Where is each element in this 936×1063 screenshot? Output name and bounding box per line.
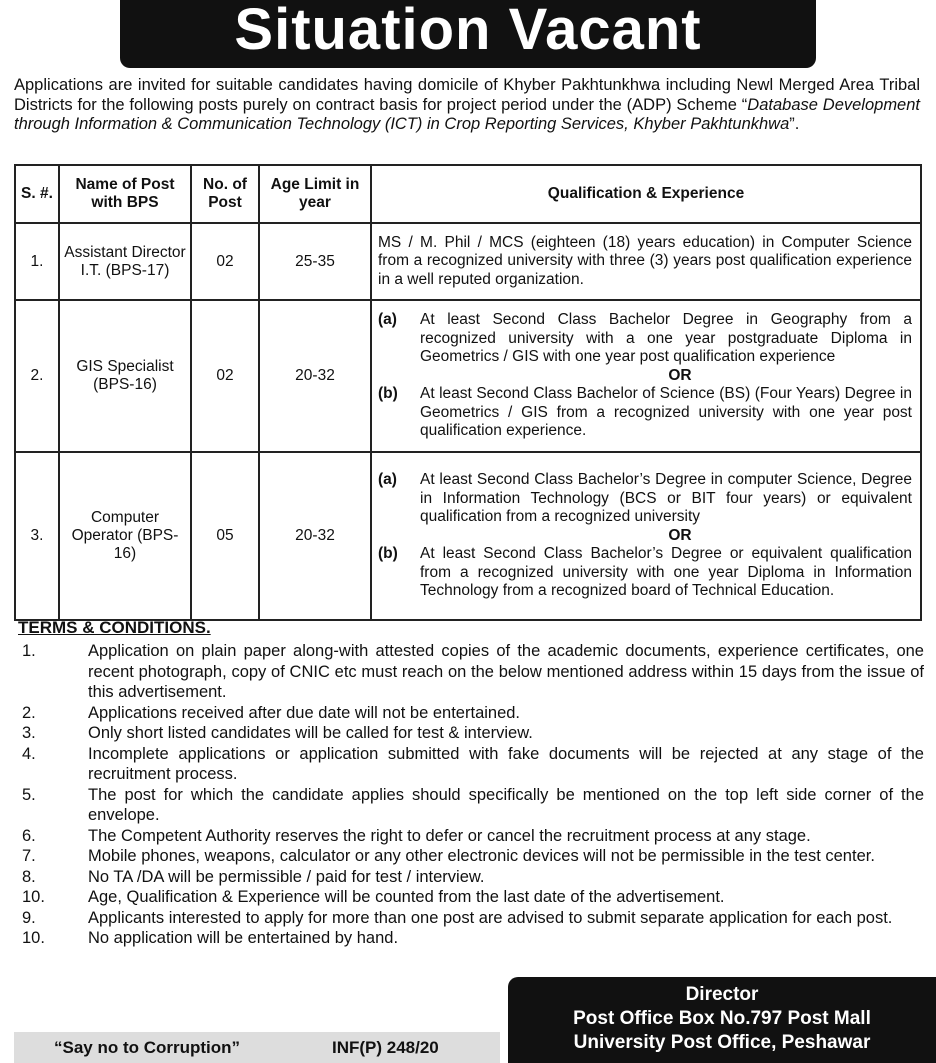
list-item: [14, 887, 924, 908]
term-number: 10.: [22, 929, 45, 947]
list-item: [14, 723, 924, 744]
term-number: 10.: [22, 888, 45, 906]
term-number: 6.: [22, 826, 36, 845]
term-text: Applications received after due date will not be entertained.: [88, 703, 521, 722]
table-header-row: [15, 165, 921, 223]
term-number: 2.: [22, 703, 36, 722]
header-qualification: Qualification & Experience: [371, 165, 921, 223]
or-separator: OR: [668, 526, 692, 544]
scheme-name: Database Development through Information & Communication Technology (ICT) in Crop Reporting Services, Khyber Pakhtunkhwa: [14, 95, 920, 133]
term-number: 3.: [22, 724, 36, 742]
row-post: GIS Specialist (BPS-16): [59, 300, 191, 452]
list-item: [14, 744, 924, 785]
ad-reference: INF(P) 248/20: [332, 1038, 439, 1057]
address-line-2: Post Office Box No.797 Post Mall: [573, 1008, 871, 1029]
row-sno: 2.: [15, 300, 59, 452]
row-count: 02: [191, 223, 259, 300]
term-text: Incomplete applications or application submitted with fake documents will be rejected at any stage of the recruitment process.: [88, 744, 924, 783]
intro-text: Applications are invited for suitable candidates having domicile of Khyber Pakhtunkhwa including Newl Merged Area Tribal Districts for the following posts purely on contract basis for project period under the (ADP) Scheme “: [14, 76, 920, 114]
header-sno: S. #.: [15, 165, 59, 223]
row-qualification: MS / M. Phil / MCS (eighteen (18) years education) in Computer Science from a recognized university with three (3) years post qualification experience in a well reputed organization.: [371, 223, 921, 300]
title-banner: [120, 0, 816, 68]
term-text: Application on plain paper along-with attested copies of the academic documents, experience certificates, one recent photograph, copy of CNIC etc must reach on the below mentioned address within 15 days from the issue of this advertisement.: [88, 642, 924, 701]
row-count: 05: [191, 452, 259, 620]
term-text: The Competent Authority reserves the right to defer or cancel the recruitment process at any stage.: [88, 826, 811, 845]
option-label: (b): [378, 545, 398, 563]
list-item: [14, 785, 924, 826]
list-item: [14, 867, 924, 888]
footer-bar: [14, 1032, 500, 1063]
row-age: 20-32: [259, 300, 371, 452]
terms-list: [14, 641, 924, 949]
term-number: 1.: [22, 642, 36, 660]
option-b: [378, 545, 912, 601]
row-sno: 1.: [15, 223, 59, 300]
term-text: Age, Qualification & Experience will be counted from the last date of the advertisement.: [88, 888, 725, 906]
term-number: 5.: [22, 785, 36, 804]
intro-closing: ”.: [789, 115, 800, 133]
page-title: Situation Vacant: [234, 0, 702, 62]
row-qualification: [371, 452, 921, 620]
option-b: [378, 385, 912, 441]
row-age: 20-32: [259, 452, 371, 620]
row-sno: 3.: [15, 452, 59, 620]
option-text: At least Second Class Bachelor’s Degree in computer Science, Degree in Information Technology (BCS or BIT four years) or equivalent qualification from a recognized university: [420, 471, 912, 526]
term-text: The post for which the candidate applies should specifically be mentioned on the top left side corner of the envelope.: [88, 785, 924, 824]
list-item: [14, 703, 924, 724]
table-row: [15, 452, 921, 620]
term-text: Only short listed candidates will be called for test & interview.: [88, 724, 533, 742]
term-text: No application will be entertained by hand.: [88, 929, 399, 947]
term-number: 8.: [22, 867, 36, 886]
option-label: (a): [378, 311, 397, 329]
posts-table: [14, 164, 922, 621]
term-number: 4.: [22, 744, 36, 763]
header-post-name: Name of Post with BPS: [59, 165, 191, 223]
option-text: At least Second Class Bachelor of Science (BS) (Four Years) Degree in Geometrics / GIS from a recognized university with one year post qualification experience.: [420, 385, 912, 440]
option-label: (a): [378, 471, 397, 489]
address-line-3: University Post Office, Peshawar: [573, 1032, 871, 1053]
option-text: At least Second Class Bachelor Degree in Geography from a recognized university with a one year postgraduate Diploma in Geometrics / GIS with one year post qualification experience: [420, 311, 912, 366]
terms-heading: TERMS & CONDITIONS.: [18, 618, 211, 637]
list-item: [14, 826, 924, 847]
term-number: 9.: [22, 908, 36, 927]
list-item: [14, 846, 924, 867]
list-item: [14, 928, 924, 949]
option-text: At least Second Class Bachelor’s Degree or equivalent qualification from a recognized university with one year Diploma in Information Technology from a recognized board of Technical Education.: [420, 545, 912, 600]
term-text: No TA /DA will be permissible / paid for test / interview.: [88, 867, 485, 886]
row-age: 25-35: [259, 223, 371, 300]
address-box: [508, 977, 936, 1063]
row-qualification: [371, 300, 921, 452]
row-count: 02: [191, 300, 259, 452]
table-row: [15, 300, 921, 452]
term-text: Applicants interested to apply for more than one post are advised to submit separate application for each post.: [88, 908, 893, 927]
address-line-1: Director: [685, 984, 759, 1005]
term-number: 7.: [22, 847, 36, 865]
header-post-count: No. of Post: [191, 165, 259, 223]
list-item: [14, 908, 924, 929]
table-row: [15, 223, 921, 300]
row-post: Computer Operator (BPS-16): [59, 452, 191, 620]
intro-paragraph: [14, 76, 920, 135]
slogan: “Say no to Corruption”: [54, 1038, 241, 1057]
option-a: [378, 311, 912, 367]
row-post: Assistant Director I.T. (BPS-17): [59, 223, 191, 300]
option-a: [378, 471, 912, 527]
term-text: Mobile phones, weapons, calculator or any other electronic devices will not be permissible in the test center.: [88, 847, 875, 865]
or-separator: OR: [668, 366, 692, 384]
option-label: (b): [378, 385, 398, 403]
header-age-limit: Age Limit in year: [259, 165, 371, 223]
list-item: [14, 641, 924, 703]
